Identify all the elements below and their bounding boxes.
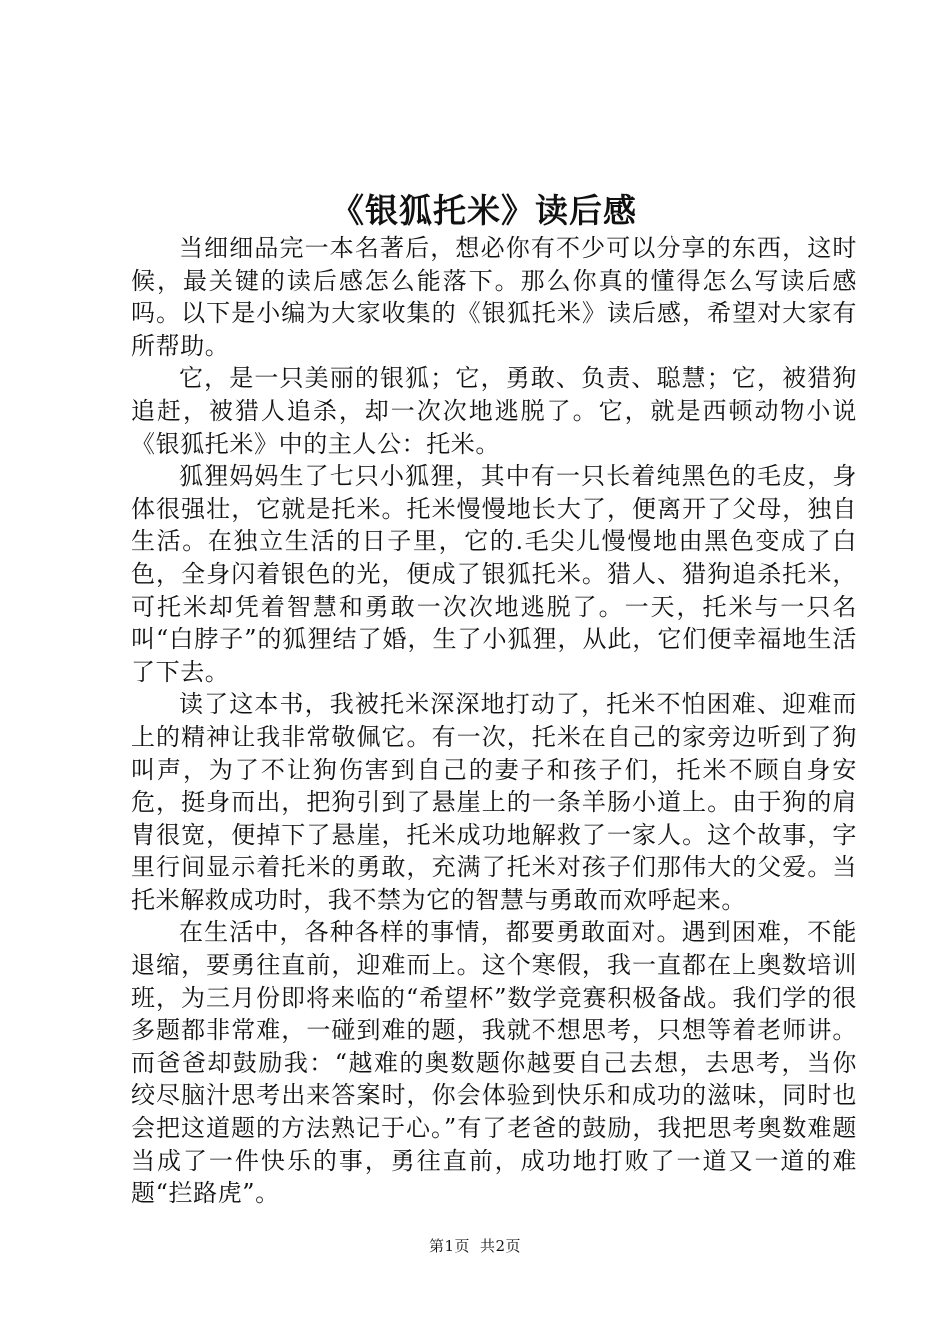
document-body [131, 232, 857, 1210]
paragraph-silver-fox: 它，是一只美丽的银狐；它，勇敢、负责、聪慧；它，被猎狗追赶，被猎人追杀，却一次次地逃脱了。它，就是西顿动物小说《银狐托米》中的主人公：托米。 [131, 364, 857, 458]
page-total: 共2页 [480, 1237, 522, 1255]
paragraph-reflection: 读了这本书，我被托米深深地打动了，托米不怕困难、迎难而上的精神让我非常敬佩它。有一次，托米在自己的家旁边听到了狗叫声，为了不让狗伤害到自己的妻子和孩子们，托米不顾自身安危，挺身而出，把狗引到了悬崖上的一条羊肠小道上。由于狗的肩胄很宽，便掉下了悬崖，托米成功地解救了一家人。这个故事，字里行间显示着托米的勇敢，充满了托米对孩子们那伟大的父爱。当托米解救成功时，我不禁为它的智慧与勇敢而欢呼起来。 [131, 690, 857, 914]
paragraph-intro: 当细细品完一本名著后，想必你有不少可以分享的东西，这时候，最关键的读后感怎么能落下。那么你真的懂得怎么写读后感吗。以下是小编为大家收集的《银狐托米》读后感，希望对大家有所帮助。 [131, 234, 857, 360]
document-title: 《银狐托米》读后感 [331, 191, 637, 230]
paragraph-life: 在生活中，各种各样的事情，都要勇敢面对。遇到困难，不能退缩，要勇往直前，迎难而上。这个寒假，我一直都在上奥数培训班，为三月份即将来临的“希望杯”数学竞赛积极备战。我们学的很多题都非常难，一碰到难的题，我就不想思考，只想等着老师讲。而爸爸却鼓励我：“越难的奥数题你越要自己去想，去思考，当你绞尽脑汁思考出来答案时，你会体验到快乐和成功的滋味，同时也会把这道题的方法熟记于心。”有了老爸的鼓励，我把思考奥数难题当成了一件快乐的事，勇往直前，成功地打败了一道又一道的难题“拦路虎”。 [131, 918, 857, 1208]
paragraph-story: 狐狸妈妈生了七只小狐狸，其中有一只长着纯黑色的毛皮，身体很强壮，它就是托米。托米慢慢地长大了，便离开了父母，独自生活。在独立生活的日子里，它的.毛尖儿慢慢地由黑色变成了白色，全身闪着银色的光，便成了银狐托米。猎人、猎狗追杀托米，可托米却凭着智慧和勇敢一次次地逃脱了。一天，托米与一只名叫“白脖子”的狐狸结了婚，生了小狐狸，从此，它们便幸福地生活了下去。 [131, 462, 857, 686]
page-number: 第1页 [428, 1237, 470, 1255]
page-footer [0, 1236, 950, 1256]
